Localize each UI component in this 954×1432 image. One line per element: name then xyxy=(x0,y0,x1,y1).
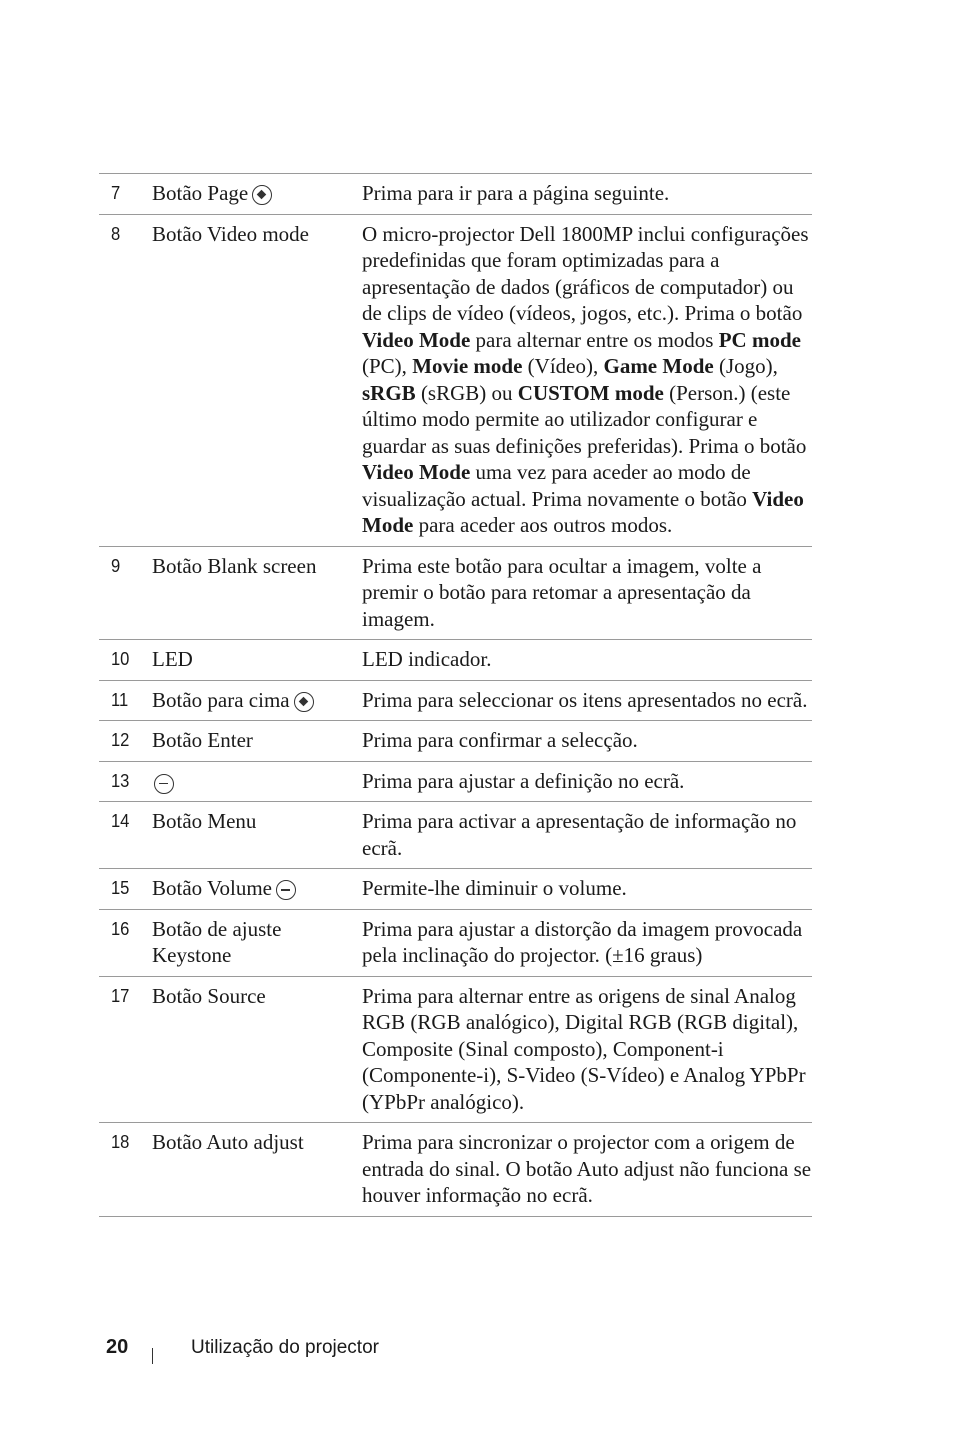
row-name: LED xyxy=(152,647,193,671)
row-description: Permite-lhe diminuir o volume. xyxy=(362,876,627,900)
minus-button-icon xyxy=(154,774,174,794)
table-row xyxy=(99,546,812,640)
row-name: Botão Video mode xyxy=(152,221,309,246)
row-name: Botão Auto adjust xyxy=(152,1130,304,1154)
up-button-icon xyxy=(294,692,314,712)
table-row xyxy=(99,721,812,762)
row-description: Prima para ajustar a definição no ecrã. xyxy=(362,768,685,793)
row-description: Prima para ir para a página seguinte. xyxy=(362,181,670,205)
row-name: Botão para cima xyxy=(152,680,362,721)
row-name: Botão Volume xyxy=(152,869,362,910)
row-name: Botão de ajuste Keystone xyxy=(152,916,282,967)
page-button-icon xyxy=(252,185,272,205)
row-description: Prima para confirmar a selecção. xyxy=(362,728,638,752)
row-number: 18 xyxy=(110,1132,130,1152)
row-number: 15 xyxy=(110,878,130,898)
table-row xyxy=(99,640,812,681)
row-number: 8 xyxy=(110,223,121,244)
row-number: 10 xyxy=(110,649,130,669)
row-number: 13 xyxy=(110,770,130,791)
table-row xyxy=(99,1123,812,1217)
row-number: 7 xyxy=(110,183,121,203)
row-name: Botão Page xyxy=(152,174,362,215)
table-row xyxy=(99,761,812,802)
table-row xyxy=(99,909,812,976)
table-row xyxy=(99,174,812,215)
row-number: 14 xyxy=(110,811,130,831)
row-name: Botão Menu xyxy=(152,809,257,833)
volume-down-icon xyxy=(276,880,296,900)
button-reference-table xyxy=(99,173,812,1217)
row-name: Botão Source xyxy=(152,983,266,1008)
page-number: 20 xyxy=(106,1336,129,1358)
table-row xyxy=(99,680,812,721)
row-description: Prima para sincronizar o projector com a origem de entrada do sinal. O botão Auto adjust não funciona se houver informação no ecrã. xyxy=(362,1130,812,1207)
row-description: Prima para activar a apresentação de informação no ecrã. xyxy=(362,809,797,860)
row-description: Prima este botão para ocultar a imagem, volte a premir o botão para retomar a apresentação da imagem. xyxy=(362,553,762,631)
row-name: Botão Blank screen xyxy=(152,553,317,578)
row-number: 12 xyxy=(110,730,130,750)
chapter-title: Utilização do projector xyxy=(191,1337,379,1358)
row-description: LED indicador. xyxy=(362,647,492,671)
row-number: 16 xyxy=(110,918,130,939)
table-row xyxy=(99,976,812,1123)
footer-separator xyxy=(152,1348,153,1364)
table-row xyxy=(99,802,812,869)
row-description: O micro-projector Dell 1800MP inclui configurações predefinidas que foram optimizadas para a apresentação de dados (gráficos de computador) ou de clips de vídeo (vídeos, jogos, etc.). Prima o botão Video Mode para alternar entre os modos PC mode (PC), Movie mode (Vídeo), Game Mode (Jogo), sRGB (sRGB) ou CUSTOM mode (Person.) (este último modo permite ao utilizador configurar e guardar as suas definições preferidas). Prima o botão Video Mode uma vez para aceder ao modo de visualização actual. Prima novamente o botão Video Mode para aceder aos outros modos. xyxy=(362,221,809,537)
row-description: Prima para ajustar a distorção da imagem provocada pela inclinação do projector. (±16 graus) xyxy=(362,916,803,967)
row-number: 17 xyxy=(110,985,130,1006)
row-name: Botão Enter xyxy=(152,728,253,752)
table-row xyxy=(99,214,812,546)
table-row xyxy=(99,869,812,910)
row-description: Prima para seleccionar os itens apresentados no ecrã. xyxy=(362,687,808,712)
row-name xyxy=(152,761,362,802)
row-number: 9 xyxy=(110,555,121,576)
row-description: Prima para alternar entre as origens de sinal Analog RGB (RGB analógico), Digital RGB (RGB digital), Composite (Sinal composto), Component-i (Componente-i), S-Video (S-Vídeo) e Analog YPbPr (YPbPr analógico). xyxy=(362,983,806,1114)
row-number: 11 xyxy=(110,689,129,710)
